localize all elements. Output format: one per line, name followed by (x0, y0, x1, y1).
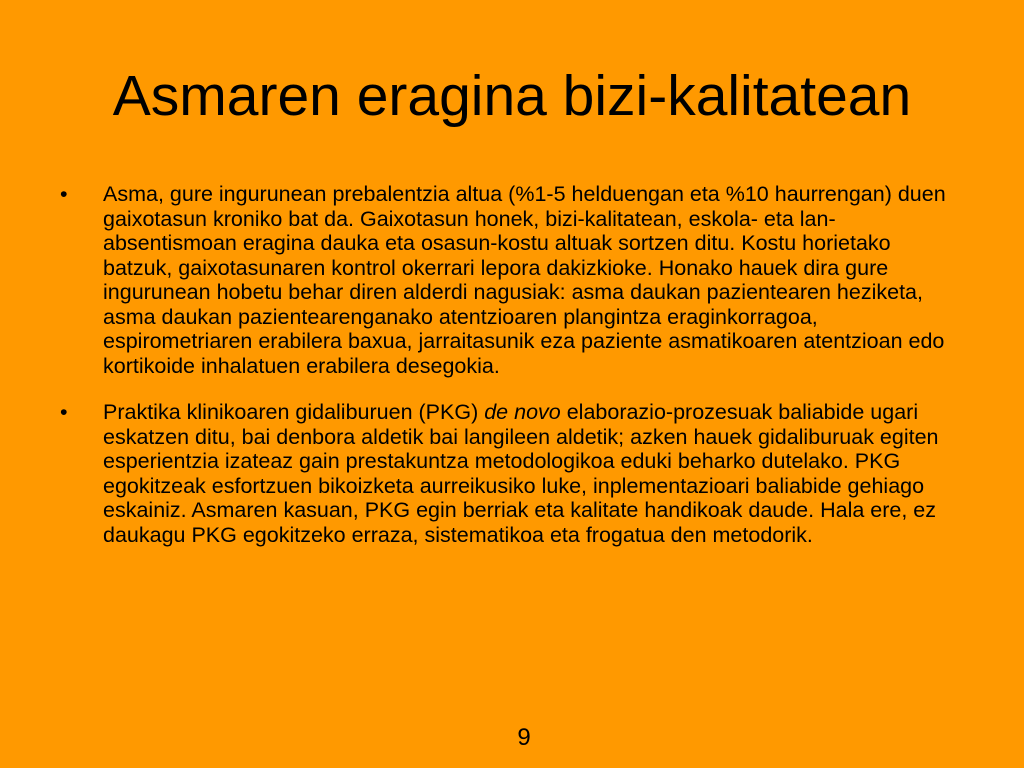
bullet-text-1: Asma, gure ingurunean prebalentzia altua (%1-5 helduengan eta %10 haurrengan) duen gaixotasun kroniko bat da. Gaixotasun honek, bizi-kalitatean, eskola- eta lan-absentismoan eragina dauka eta osasun-kostu altuak sortzen ditu. Kostu horietako batzuk, gaixotasunaren kontrol okerrari lepora dakizkioke. Honako hauek dira gure ingurunean hobetu behar diren alderdi nagusiak: asma daukan pazientearen heziketa, asma daukan pazientearenganako atentzioaren plangintza eraginkorragoa, espirometriaren erabilera baxua, jarraitasunik eza paziente asmatikoaren atentzioan edo kortikoide inhalatuen erabilera desegokia. (103, 182, 946, 378)
bullet-text-2-end: elaborazio-prozesuak baliabide ugari eskatzen ditu, bai denbora aldetik bai langileen aldetik; azken hauek gidaliburuak egiten esperientzia izateaz gain prestakuntza metodologikoa eduki beharko dutelako. PKG egokitzeak esfortzuen bikoizketa aurreikusiko luke, inplementazioari baliabide gehiago eskainiz. Asmaren kasuan, PKG egin berriak eta kalitate handikoak daude. Hala ere, ez daukagu PKG egokitzeko erraza, sistematikoa eta frogatua den metodorik. (103, 400, 939, 547)
slide-title: Asmaren eragina bizi-kalitatean (112, 64, 912, 128)
bullet-icon: • (60, 400, 68, 424)
bullet-text-2-italic: de novo (484, 400, 561, 424)
bullet-list (58, 182, 958, 569)
bullet-item-2 (58, 400, 958, 547)
bullet-text-2 (103, 400, 958, 547)
bullet-icon: • (60, 182, 68, 206)
bullet-item-1 (58, 182, 958, 378)
page-number: 9 (517, 724, 531, 751)
bullet-text-2-start: Praktika klinikoaren gidaliburuen (PKG) (103, 400, 485, 424)
